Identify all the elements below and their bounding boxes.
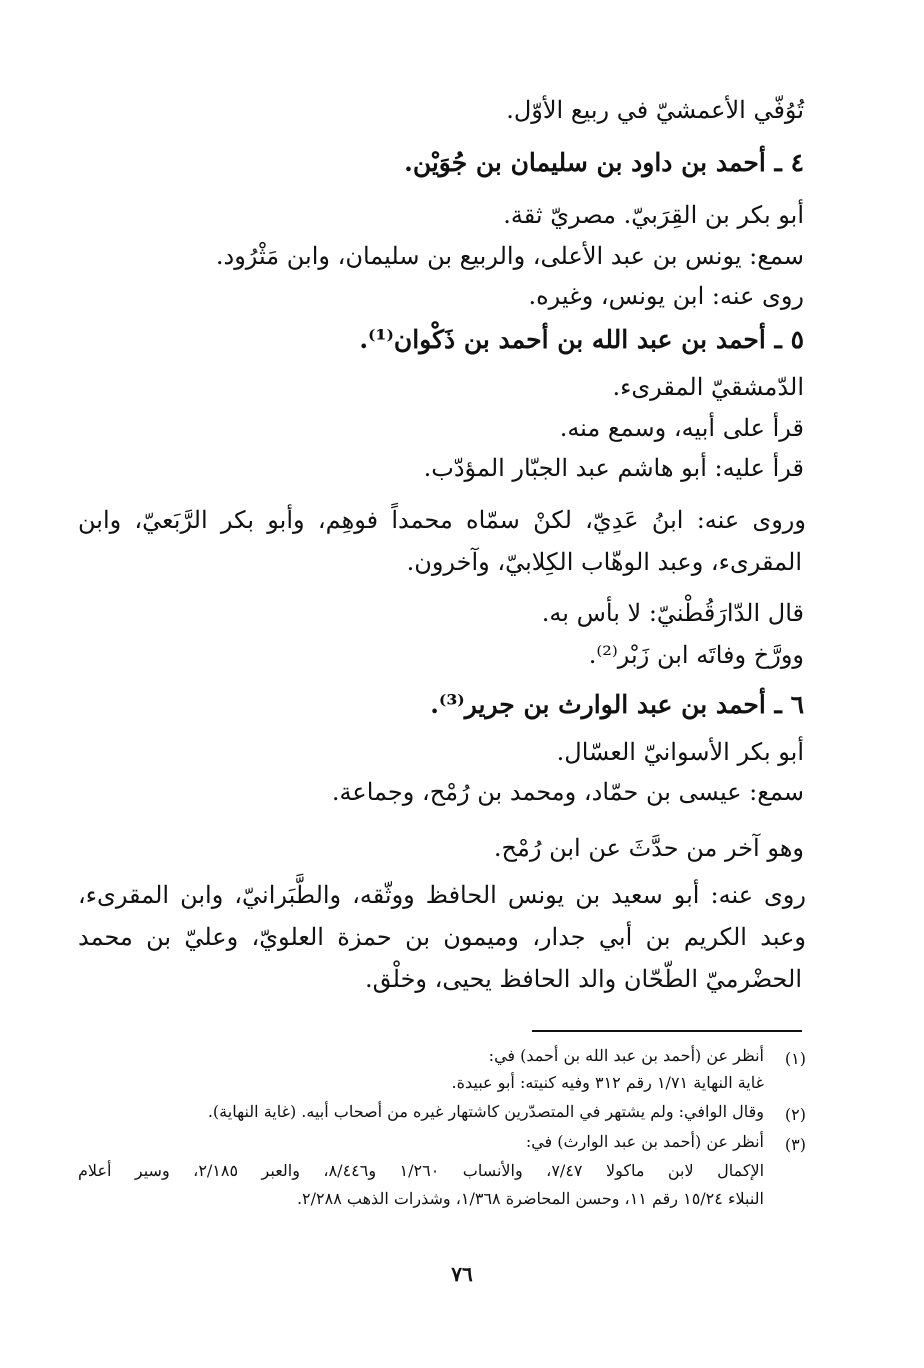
text-line-18: روى عنه: أبو سعيد بن يونس الحافظ ووثّقه، والطَّبَرانيّ، وابن المقرىء،	[78, 881, 806, 909]
text-line-20: الحضْرميّ الطّحّان والد الحافظ يحيى، وخلْق.	[364, 965, 802, 993]
footnote-1-line-2: غاية النهاية ١/٧١ رقم ٣١٢ وفيه كنيته: أبو عبيدة.	[451, 1073, 764, 1092]
page-number: ٧٦	[451, 1262, 473, 1286]
text-line-1: تُوُفّي الأعمشيّ في ربيع الأوّل.	[506, 96, 804, 124]
footnote-number-2: (٢)	[784, 1105, 806, 1124]
text-line-7: الدّمشقيّ المقرىء.	[612, 373, 804, 401]
footnote-3-line-1: أنظر عن (أحمد بن عبد الوارث) في:	[525, 1132, 764, 1151]
text-line-10: وروى عنه: ابنُ عَدِيّ، لكنْ سمّاه محمداً فوهِم، وأبو بكر الرَّبَعيّ، وابن	[78, 506, 806, 534]
text-line-11: المقرىء، وعبد الوهّاب الكِلابيّ، وآخرون.	[406, 548, 802, 576]
footnote-3-line-3: النبلاء ١٥/٢٤ رقم ١١، وحسن المحاضرة ١/٣٦٨، وشذرات الذهب ٢/٢٨٨.	[296, 1189, 764, 1208]
footnote-1-line-1: أنظر عن (أحمد بن عبد الله بن أحمد) في:	[488, 1046, 764, 1065]
entry-heading-4: ٤ ـ أحمد بن داود بن سليمان بن جُوَيْن.	[404, 148, 804, 177]
text-line-9: قرأ عليه: أبو هاشم عبد الجبّار المؤدّب.	[423, 454, 804, 482]
text-line-3: أبو بكر بن القِرَبيّ. مصريّ ثقة.	[503, 201, 804, 229]
text-line-15: أبو بكر الأسوانيّ العسّال.	[556, 738, 804, 766]
text-line-19: وعبد الكريم بن أبي جدار، وميمون بن حمزة العلويّ، وعليّ بن محمد	[78, 923, 806, 951]
footnote-2-line-1: وقال الوافي: ولم يشتهر في المتصدّرين كاشتهار غيره من أصحاب أبيه. (غاية النهاية).	[207, 1102, 764, 1121]
footnote-separator	[532, 1030, 802, 1032]
footnote-3-line-2: الإكمال لابن ماكولا ٧/٤٧، والأنساب ١/٢٦٠ و٨/٤٤٦، والعبر ٢/١٨٥، وسير أعلام	[78, 1161, 765, 1180]
text-line-8: قرأ على أبيه، وسمع منه.	[559, 414, 804, 442]
text-line-4: سمع: يونس بن عبد الأعلى، والربيع بن سليمان، وابن مَثْرُود.	[215, 242, 804, 270]
entry-heading-5: ٥ ـ أحمد بن عبد الله بن أحمد بن ذَكْوان⁽¹⁾.	[359, 325, 804, 354]
footnote-number-3: (٣)	[784, 1135, 806, 1154]
footnote-number-1: (١)	[784, 1049, 806, 1068]
text-line-13: وورَّخ وفاتَه ابن زَبْر⁽²⁾.	[588, 641, 804, 669]
text-line-17: وهو آخر من حدَّثَ عن ابن رُمْح.	[493, 834, 804, 862]
text-line-12: قال الدّارَقُطْنيّ: لا بأس به.	[541, 599, 804, 627]
entry-heading-6: ٦ ـ أحمد بن عبد الوارث بن جرير⁽³⁾.	[430, 690, 804, 719]
text-line-5: روى عنه: ابن يونس، وغيره.	[528, 282, 804, 310]
text-line-16: سمع: عيسى بن حمّاد، ومحمد بن رُمْح، وجماعة.	[331, 778, 804, 806]
